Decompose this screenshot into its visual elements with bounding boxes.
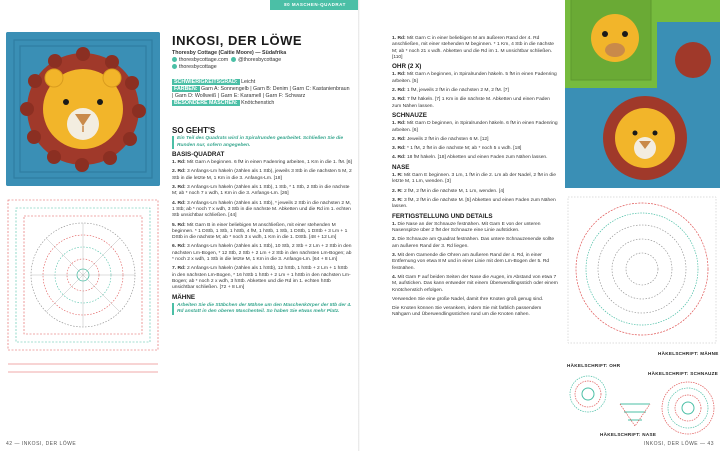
basis-step: 5. Rd: Mit Garn B in einer beliebigen M anschließen, mit einer stehenden M beginnen. * 1 DStb, 1 Stb, 1 hStb, 4 fM, 1 hStb, 1 Stb, 1 DStb, 1 DStb + 3 Lm + 1 DStb in die nächste M; ab * noch 3 x wdh, 1 Km in die 1. DStb. [48 + 12 Lm] bbox=[172, 222, 348, 241]
closing-text: Verwenden Sie eine große Nadel, damit Ihre Knoten groß genug sind. bbox=[392, 296, 544, 302]
ear-chart bbox=[568, 374, 608, 414]
basis-step: 1. Rd: Mit Garn A beginnen. 6 fM in einen Fadenring arbeiten, 1 Km in die 1. fM. [6] bbox=[172, 160, 352, 166]
basis-step: 2. Rd: 3 Anfangs-Lm häkeln (zählen als 1 Stb), jeweils 3 Stb in die nächsten 5 M, 2 Stb in die letzte M, 1 Km in die 3. Anfangs-Lm. [18] bbox=[172, 169, 352, 181]
ear-step: 1. Rd: Mit Garn A beginnen, in Spiralrunden häkeln. 5 fM in einen Fadenring arbeiten. [5] bbox=[392, 72, 557, 84]
basis-step: 6. Rd: 3 Anfangs-Lm häkeln (zählen als 1 Stb), 10 Stb, 2 Stb + 2 Lm + 2 Stb in den nächsten Lm-Bogen, * 12 Stb, 2 Stb + 2 Lm + 2 Stb in den nächsten Lm-Bogen; ab * noch 2 x wdh, 1 Stb in die letzte M, 1 Km in die 3. Anfangs-Lm. [64 + 8 Lm] bbox=[172, 244, 352, 263]
basis-step: 7. Rd: 2 Anfangs-Lm häkeln (zählen als 1 hStb), 12 hStb, 1 hStb + 2 Lm + 1 hStb in den nächsten Lm-Bogen, * 16 hStb 1 hStb + 2 Lm + 1 hStb in den nächsten Lm-Bogen; ab * noch 2 x wdh, 3 hStb. Abketten und die Rd im 1. echten hStb unsichtbar schließen. [72 + 8 Lm] bbox=[172, 266, 351, 291]
snout-step: 2. Rd: Jeweils 2 fM in die nächsten 6 M. [12] bbox=[392, 136, 489, 142]
folio-left: 42 — INKOSI, DER LÖWE bbox=[6, 441, 77, 447]
nose-chart-label: HÄKELSCHRIFT: NASE bbox=[600, 432, 657, 437]
social-row-2 bbox=[172, 64, 352, 71]
ear-chart-label: HÄKELSCHRIFT: OHR bbox=[567, 363, 621, 368]
instagram-link[interactable]: @thoresbycottage bbox=[238, 57, 282, 63]
mane-step: 1. Rd: Mit Garn C in einer beliebigen M am äußeren Rand der 4. Rd anschließen, mit einer stehenden M beginnen. * 1 Km, 4 Stb in die nächste M; ab * noch 21 x wdh. Abketten und die Rd im 1. M unsichtbar schließen. [110] bbox=[392, 36, 555, 60]
lion-square-photo bbox=[6, 32, 160, 186]
ear-step: 2. Rd: 1 fM, jeweils 2 fM in die nächsten 2 M, 2 fM. [7] bbox=[392, 88, 509, 94]
designer-block bbox=[172, 50, 352, 71]
mane-chart bbox=[566, 195, 718, 345]
difficulty-label: SCHWIERIGKEITSGRAD: bbox=[174, 79, 238, 85]
intro-note: Ein Teil des Quadrats wird in Spiralrunden gearbeitet. Schließen Sie die Runden nur, sofern angegeben. bbox=[172, 136, 352, 149]
website-link[interactable]: thoresbycottage.com bbox=[179, 57, 229, 63]
howto-heading: SO GEHT'S bbox=[172, 126, 216, 135]
basis-step: 4. Rd: 3 Anfangs-Lm häkeln (zählen als 1 Stb), * jeweils 2 Stb in die nächsten 2 M, 1 Stb; ab * noch 7 x wdh, 3 Stb in die nächste M. Abketten und die Rd im 1. echten Stb unsichtbar schließen. [44] bbox=[172, 200, 351, 219]
finish-step: 3. Mit dem Garnende die Ohren am äußeren Rand der 4. Rd, in einer Entfernung von etwa 8 M und in einer Linie mit dem Lm-Bogen der 5. Rd festnähen. bbox=[392, 253, 550, 271]
facebook-icon bbox=[172, 64, 177, 69]
special-stitch-label: BESONDERE MASCHEN: bbox=[174, 100, 238, 106]
colors-label: FARBEN: bbox=[174, 86, 198, 92]
snout-step: 1. Rd: Mit Garn D beginnen, in Spiralrunden häkeln. 6 fM in einen Fadenring arbeiten. [6] bbox=[392, 121, 558, 133]
lion-eye-left bbox=[63, 99, 69, 105]
finish-heading: FERTIGSTELLUNG UND DETAILS bbox=[392, 212, 493, 220]
lion-square-illustration bbox=[6, 32, 160, 186]
left-instructions bbox=[172, 124, 352, 318]
globe-icon bbox=[172, 57, 177, 62]
ear-step: 3. Rd: 7 fM häkeln. [7] 1 Km in die nächste M. Abketten und einen Faden zum Nähen lassen. bbox=[392, 97, 550, 109]
lion-squares-illustration bbox=[565, 88, 720, 188]
lion-eye-right bbox=[97, 99, 103, 105]
lion-squares-photo bbox=[565, 88, 720, 188]
designer-name: Thoresby Cottage (Caitie Moore) — Südafrika bbox=[172, 50, 287, 56]
nose-step: 3. R: 3 fM, 2 fM in die nächste M. [5] Abketten und einen Faden zum Nähen lassen. bbox=[392, 197, 556, 210]
basis-step: 3. Rd: 3 Anfangs-Lm häkeln (zählen als 1 Stb), 1 Stb, * 1 Stb, 2 Stb in die nächste M; ab * noch 7 x wdh, 1 Km in die 3. Anfangs-Lm. [26] bbox=[172, 185, 350, 197]
materials-block bbox=[172, 79, 352, 107]
difficulty-value: Leicht bbox=[241, 79, 256, 85]
page-title: INKOSI, DER LÖWE bbox=[172, 33, 303, 48]
special-stitch-value: Knötchenstich bbox=[241, 100, 275, 106]
finish-step: 4. Mit Garn F auf beiden Seiten der Nase die Augen, im Abstand von etwa 7 M, aufsticken. Das kann entweder mit einem Überwendlingsstich oder einem Knötchenstich erfolgen. bbox=[392, 274, 558, 293]
snout-heading: SCHNAUZE bbox=[392, 111, 427, 119]
ear-heading: OHR (2 X) bbox=[392, 63, 422, 71]
nose-heading: NASE bbox=[392, 163, 410, 171]
right-instructions bbox=[392, 36, 560, 322]
closing-text: Die Knoten können Sie verankern, indem Sie mit farblich passendem Nähgarn und Überwendlingsstichen rund um die Knoten nähen. bbox=[392, 306, 542, 318]
lion-ear-left bbox=[45, 69, 63, 87]
giraffe-square-photo bbox=[565, 0, 720, 90]
snout-chart bbox=[660, 380, 716, 436]
nose-chart bbox=[618, 400, 652, 428]
nose-step: 1. R: Mit Garn E beginnen. 3 Lm, 1 fM in die 2. Lm ab der Nadel, 2 fM in die letzte M, 1 Lm, wenden. [3] bbox=[392, 173, 556, 185]
nose-step: 2. R: 2 fM, 2 fM in die nächste M, 1 Lm, wenden. [4] bbox=[392, 188, 505, 194]
section-tab: 80 MASCHEN-QUADRAT bbox=[270, 0, 360, 10]
basis-square-chart bbox=[6, 192, 160, 446]
snout-chart-label: HÄKELSCHRIFT: SCHNAUZE bbox=[648, 371, 719, 376]
lion-ear-right bbox=[103, 69, 121, 87]
finish-step: 2. Die Schnauze am Quadrat festnähen. Das untere Schnauzenende sollte am äußeren Rand der 3. Rd liegen. bbox=[392, 237, 555, 249]
snout-step: 3. Rd: * 1 fM, 2 fM in die nächste M; ab * noch 5 x wdh. [18] bbox=[392, 146, 522, 152]
mane-heading: MÄHNE bbox=[172, 293, 196, 301]
mane-note: Arbeiten Sie die Stäbchen der Mähne um den Maschenkörper der 5tb der 4. Rd anstatt in den oberen Maschenteil. So haben Sie etwas mehr Platz. bbox=[172, 303, 352, 316]
social-row-1 bbox=[172, 57, 352, 64]
mane-chart-label: HÄKELSCHRIFT: MÄHNE bbox=[658, 351, 719, 356]
snout-step: 4. Rd: 18 fM häkeln. [18] Abketten und einen Faden zum Nähen lassen. bbox=[392, 155, 548, 161]
basis-heading: BASIS-QUADRAT bbox=[172, 150, 225, 158]
finish-step: 1. Die Nase an der Schnauze festnähen. Mit Garn E von der unteren Nasenspitze über 2 fM der Schnauze eine Linie aufsticken. bbox=[392, 221, 541, 234]
folio-right: INKOSI, DER LÖWE — 43 bbox=[643, 441, 714, 447]
colors-value: Garn A: Sonnengelb | Garn B: Denim | Garn C: Kastanienbraun | Garn D: Wollweiß | Garn E: Karamell | Garn F: Schwarz bbox=[172, 86, 350, 99]
facebook-link[interactable]: thoresbycottage bbox=[179, 64, 217, 70]
giraffe-illustration bbox=[565, 0, 720, 90]
instagram-icon bbox=[231, 57, 236, 62]
